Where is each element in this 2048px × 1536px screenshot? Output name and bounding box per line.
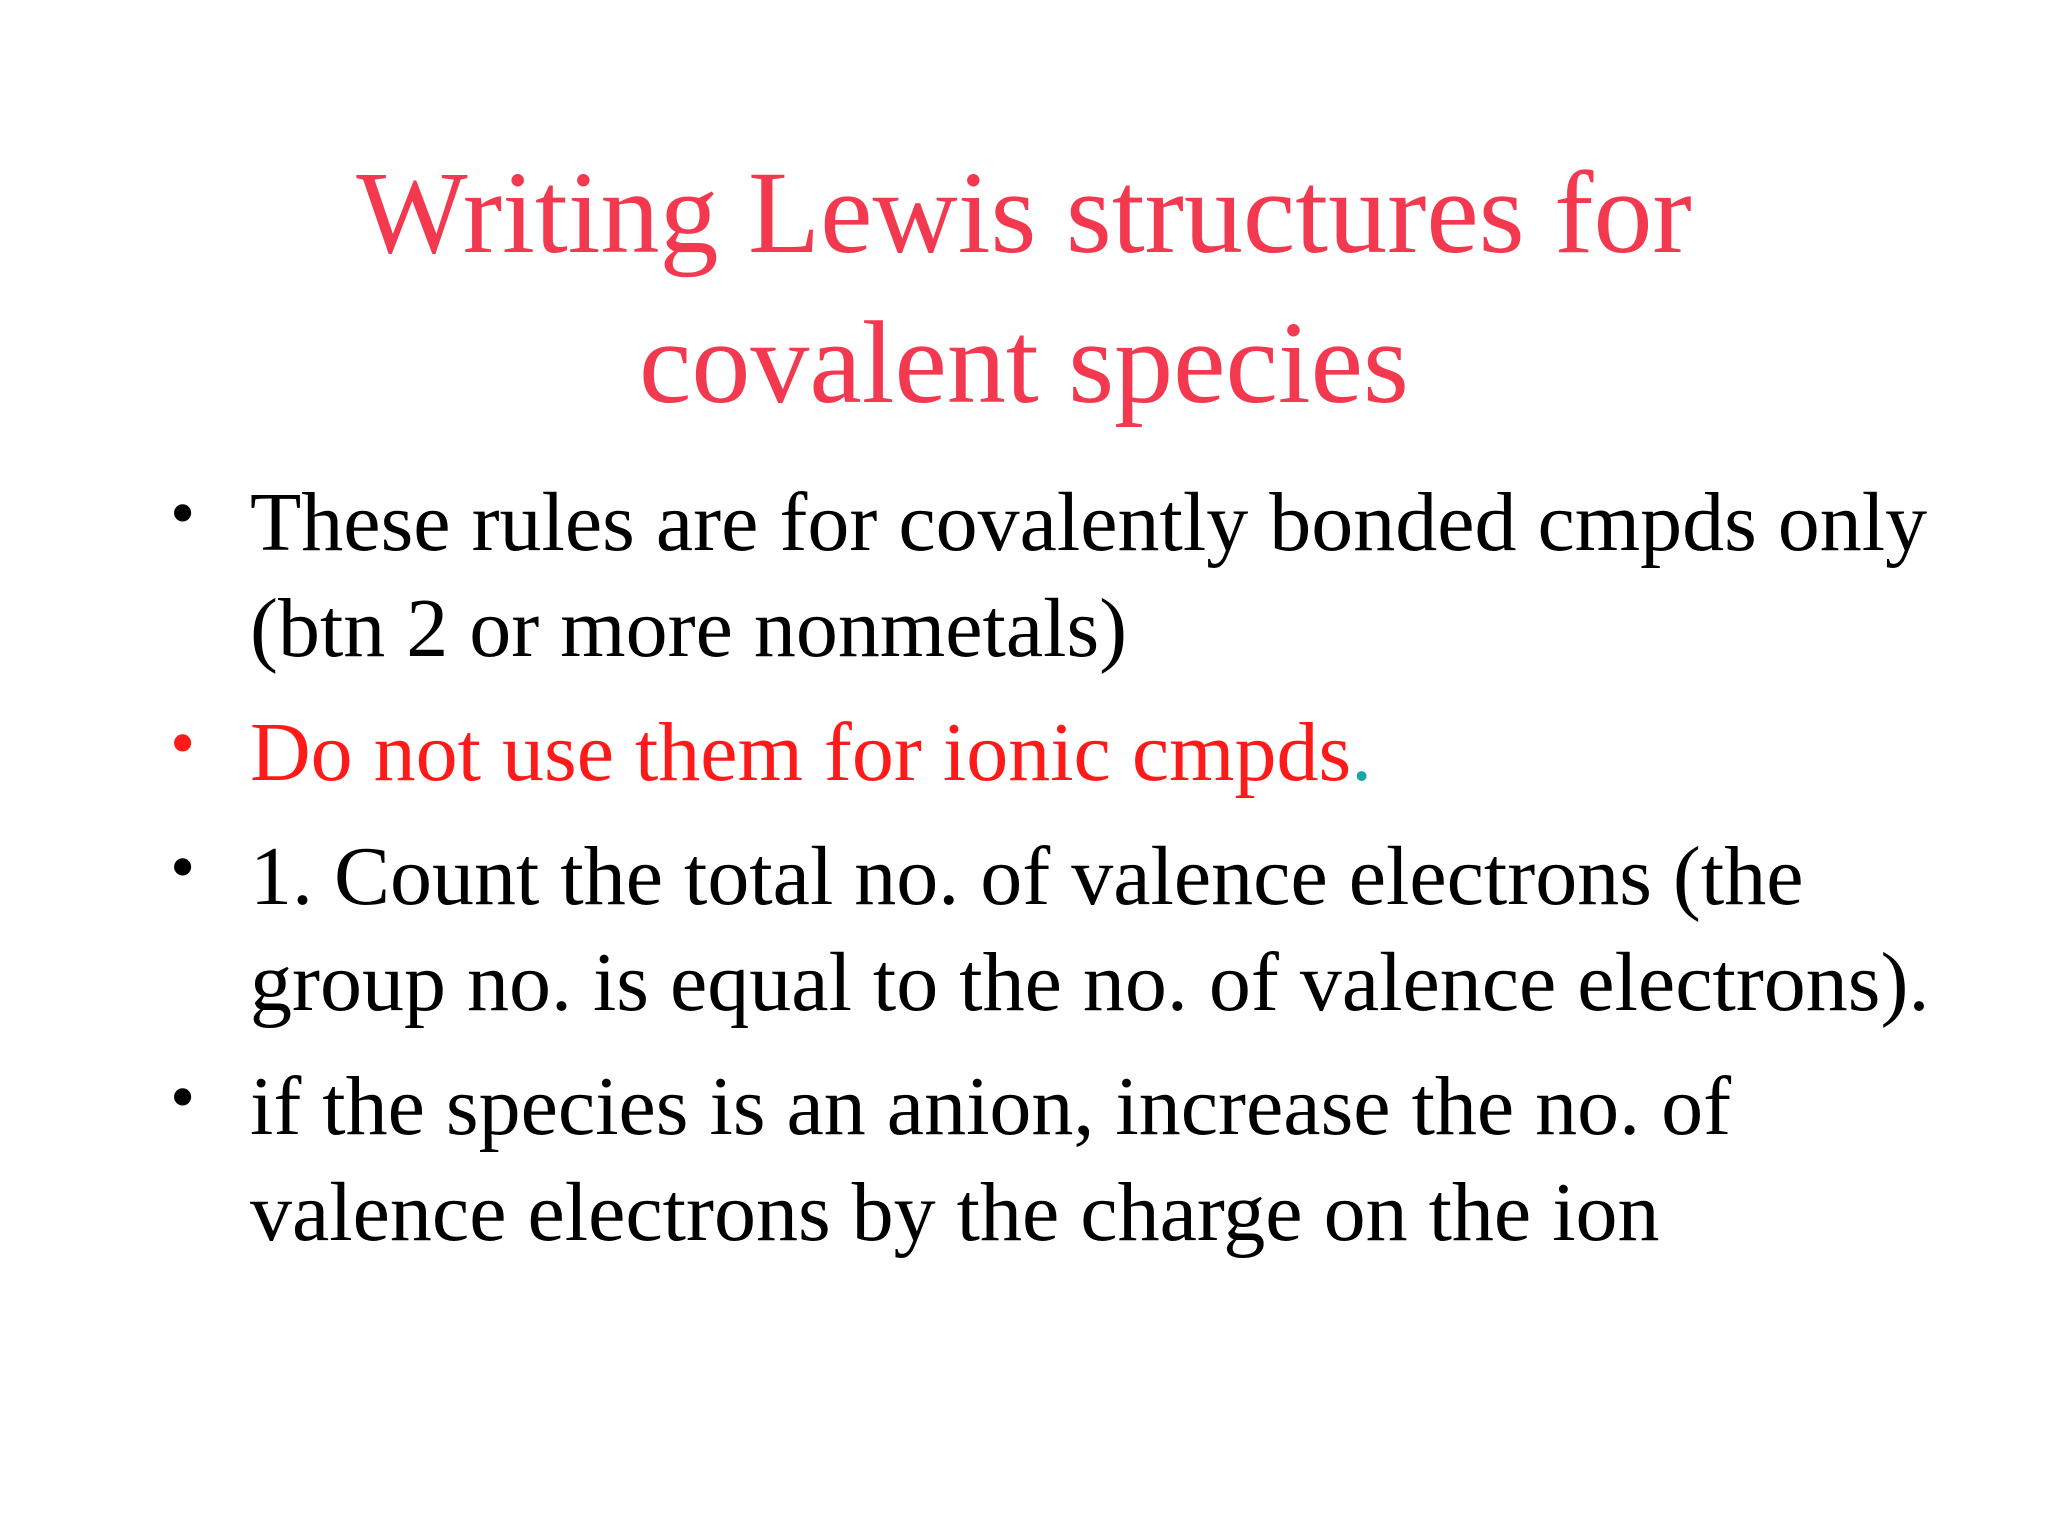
bullet-text: 1. Count the total no. of valence electrons (the group no. is equal to the no. of valence electrons). bbox=[250, 830, 1930, 1029]
title-line-1: Writing Lewis structures for bbox=[356, 147, 1692, 278]
bullet-item-ionic-warning bbox=[170, 700, 1970, 806]
bullet-item-count-valence bbox=[170, 824, 1970, 1036]
bullet-trailing-period: . bbox=[1351, 706, 1373, 799]
bullet-icon: • bbox=[170, 703, 196, 783]
bullet-item-anion-rule bbox=[170, 1054, 1970, 1266]
title-line-2: covalent species bbox=[639, 297, 1409, 428]
bullet-text: Do not use them for ionic cmpds bbox=[250, 706, 1352, 799]
slide-title bbox=[0, 138, 2048, 438]
bullet-icon: • bbox=[170, 473, 196, 553]
bullet-list bbox=[170, 470, 1970, 1284]
bullet-text: These rules are for covalently bonded cmpds only (btn 2 or more nonmetals) bbox=[250, 476, 1928, 675]
bullet-icon: • bbox=[170, 1057, 196, 1137]
bullet-icon: • bbox=[170, 827, 196, 907]
bullet-item-covalent-rules bbox=[170, 470, 1970, 682]
bullet-text: if the species is an anion, increase the no. of valence electrons by the charge on the ion bbox=[250, 1060, 1732, 1259]
